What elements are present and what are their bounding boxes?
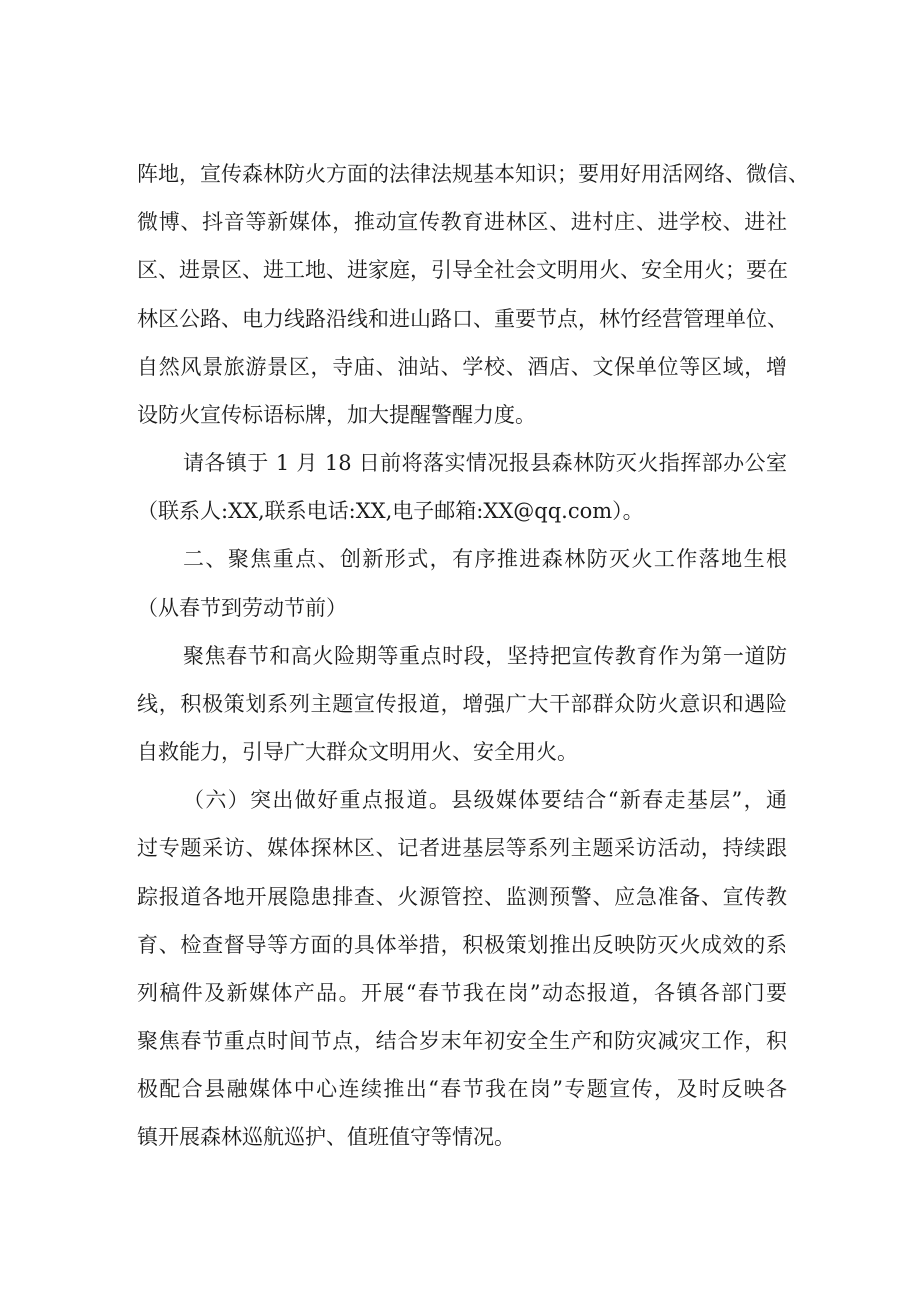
text-line: 微博、抖音等新媒体，推动宣传教育进林区、进村庄、进学校、进社 (137, 210, 787, 234)
text-line: 聚焦春节和高火险期等重点时段，坚持把宣传教育作为第一道防 (183, 644, 787, 668)
text-line: 极配合县融媒体中心连续推出“春节我在岗”专题宣传，及时反映各 (137, 1077, 787, 1101)
text-line: （联系人:XX,联系电话:XX,电子邮箱:XX@qq.com）。 (137, 499, 644, 523)
text-line: 自然风景旅游景区，寺庙、油站、学校、酒店、文保单位等区域，增 (137, 355, 787, 379)
text-line: 线，积极策划系列主题宣传报道，增强广大干部群众防火意识和遇险 (137, 692, 787, 716)
text-line: 自救能力，引导广大群众文明用火、安全用火。 (137, 740, 578, 764)
section-heading: （从春节到劳动节前） (137, 596, 347, 620)
section-heading: 二、聚焦重点、创新形式，有序推进森林防灭火工作落地生根 (183, 547, 787, 571)
text-line: 镇开展森林巡航巡护、值班值守等情况。 (137, 1125, 515, 1149)
text-line: 过专题采访、媒体探林区、记者进基层等系列主题采访活动，持续跟 (137, 836, 787, 860)
text-line: 聚焦春节重点时间节点，结合岁末年初安全生产和防灾减灾工作，积 (137, 1029, 787, 1053)
text-line: 请各镇于 1 月 18 日前将落实情况报县森林防灭火指挥部办公室 (183, 451, 787, 475)
text-line: 列稿件及新媒体产品。开展“春节我在岗”动态报道，各镇各部门要 (137, 981, 787, 1005)
text-line: 林区公路、电力线路沿线和进山路口、重要节点，林竹经营管理单位、 (137, 307, 788, 331)
text-line: 区、进景区、进工地、进家庭，引导全社会文明用火、安全用火；要在 (137, 258, 788, 282)
text-line: 设防火宣传标语标牌，加大提醒警醒力度。 (137, 403, 536, 427)
text-line: 阵地，宣传森林防火方面的法律法规基本知识；要用好用活网络、微信、 (137, 162, 809, 186)
text-line: （六）突出做好重点报道。县级媒体要结合“新春走基层”，通 (183, 788, 787, 812)
text-line: 踪报道各地开展隐患排查、火源管控、监测预警、应急准备、宣传教 (137, 885, 787, 909)
text-line: 育、检查督导等方面的具体举措，积极策划推出反映防灭火成效的系 (137, 933, 787, 957)
